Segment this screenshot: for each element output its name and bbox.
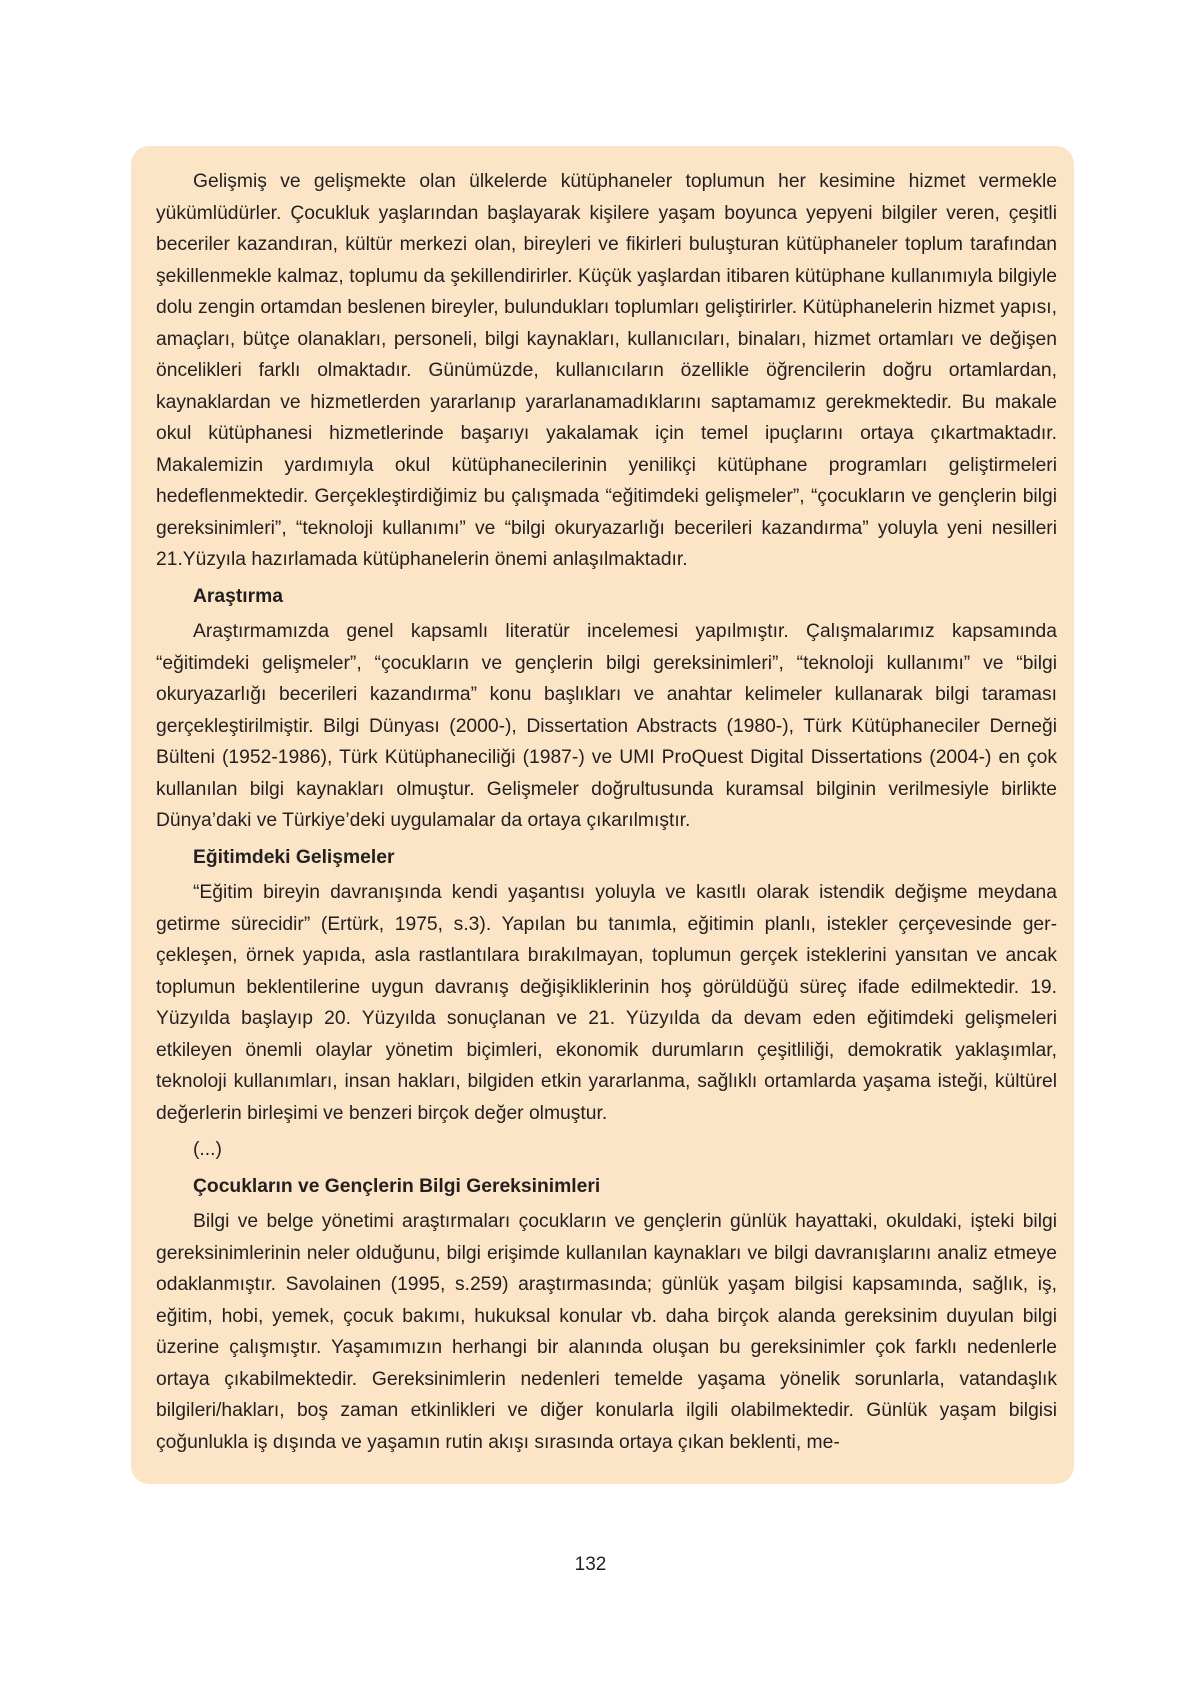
article-text-box xyxy=(131,146,1074,1484)
section-heading-arastirma: Araştırma xyxy=(193,585,284,607)
section-body-bilgi-gereksinimleri: Bilgi ve belge yönetimi araştırmaları çocukların ve gençlerin günlük hayattaki, okuldaki, işteki bilgi gereksinimlerinin neler olduğunu, bilgi erişimde kullanılan kaynakları ve bilgi davranışlarını analiz etmeye odaklanmıştır. Savolainen (1995, s.259) araştırmasında; günlük yaşam bilgisi kapsamında, sağlık, iş, eğitim, hobi, yemek, çocuk bakımı, hukuksal konular vb. daha birçok alanda gereksinim duyulan bilgi üzerine çalışmıştır. Yaşamımızın herhangi bir alanında oluşan bu gereksinimler çok farklı nedenlerle ortaya çıkabilmektedir. Gereksinimlerin nedenleri temelde yaşama yönelik sorunlarla, vatandaşlık bilgileri/hakları, boş zaman etkinlikleri ve diğer konularla ilgili olabilmektedir. Günlük yaşam bilgisi çoğunlukla iş dışında ve yaşamın rutin akışı sırasında ortaya çıkan beklenti, me- xyxy=(156,1211,1057,1453)
page-number: 132 xyxy=(574,1554,607,1575)
intro-paragraph: Gelişmiş ve gelişmekte olan ülkelerde kütüphaneler toplumun her kesimine hizmet vermekle yükümlüdürler. Çocukluk yaşlarından başlayarak kişilere yaşam boyunca yepyeni bilgiler veren, çeşitli beceriler kazandıran, kültür merkezi olan, bireyleri ve fikirleri buluşturan kütüphaneler toplum tarafından şekillenmekle kalmaz, toplumu da şekillendirirler. Küçük yaşlardan itibaren kütüphane kullanımıyla bilgiyle dolu zengin ortamdan beslenen bireyler, bulundukları toplumları geliştirirler. Kütüphanelerin hizmet yapısı, amaçları, bütçe olanakları, personeli, bilgi kaynakları, kullanıcıları, binaları, hizmet ortamları ve değişen öncelikleri farklı olmaktadır. Günümüzde, kullanıcıların özellikle öğrencilerin doğru ortamlardan, kaynaklardan ve hizmetlerden yararlanıp yararlanamadıklarını saptamamız gerekmektedir. Bu makale okul kütüphanesi hizmetlerinde başarıyı yakalamak için temel ipuçlarını ortaya çıkartmaktadır. Makalemizin yardımıyla okul kütüphanecilerinin yenilikçi kütüphane programları geliştirmeleri hedeflenmektedir. Gerçekleştirdiğimiz bu çalışmada “eğitimdeki gelişmeler”, “çocukların ve gençlerin bilgi gereksinimleri”, “teknoloji kullanımı” ve “bilgi okuryazarlığı becerileri kazandırma” yoluyla yeni nesilleri 21.Yüzyıla hazırlamada kütüphanelerin önemi anlaşılmaktadır. xyxy=(156,171,1057,570)
section-heading-egitimdeki-gelismeler: Eğitimdeki Gelişmeler xyxy=(193,846,395,868)
omission-marker: (...) xyxy=(193,1139,222,1160)
section-body-arastirma: Araştırmamızda genel kapsamlı literatür incelemesi yapılmıştır. Çalışmalarımız kapsamında “eğitimdeki gelişmeler”, “çocukların ve gençlerin bilgi gereksinimleri”, “teknoloji kullanımı” ve “bilgi okuryazarlığı becerileri kazandırma” konu başlıkları ve anahtar kelimeler kullanarak bilgi taraması gerçekleştirilmiştir. Bilgi Dünyası (2000-), Dissertation Abstracts (1980-), Türk Kütüphaneciler Derneği Bülteni (1952-1986), Türk Kütüphaneciliği (1987-) ve UMI ProQuest Digital Dissertations (2004-) en çok kullanılan bilgi kaynakları olmuştur. Gelişmeler doğrultusunda kuramsal bilginin verilmesiyle birlikte Dünya’daki ve Türkiye’deki uygulamalar da ortaya çıkarılmıştır. xyxy=(156,621,1057,831)
section-heading-bilgi-gereksinimleri: Çocukların ve Gençlerin Bilgi Gereksinimleri xyxy=(193,1175,601,1197)
section-body-egitimdeki-gelismeler: “Eğitim bireyin davranışında kendi yaşantısı yoluyla ve kasıtlı olarak istendik değişme meydana getirme sürecidir” (Ertürk, 1975, s.3). Yapılan bu tanımla, eğitimin planlı, istekler çerçevesinde gerçekleşen, örnek yapıda, asla rastlantılara bırakılmayan, toplumun gerçek isteklerini yansıtan ve ancak toplumun beklentilerine uygun davranış değişikliklerinin hoş görüldüğü süreç ifade edilmektedir. 19. Yüzyılda başlayıp 20. Yüzyılda sonuçlanan ve 21. Yüzyılda da devam eden eğitimdeki gelişmeleri etkileyen önemli olaylar yönetim biçimleri, ekonomik durumların çeşitliliği, demokratik yaklaşımlar, teknoloji kullanımları, insan hakları, bilgiden etkin yararlanma, sağlıklı ortamlarda yaşama isteği, kültürel değerlerin birleşimi ve benzeri birçok değer olmuştur. xyxy=(156,882,1057,1124)
